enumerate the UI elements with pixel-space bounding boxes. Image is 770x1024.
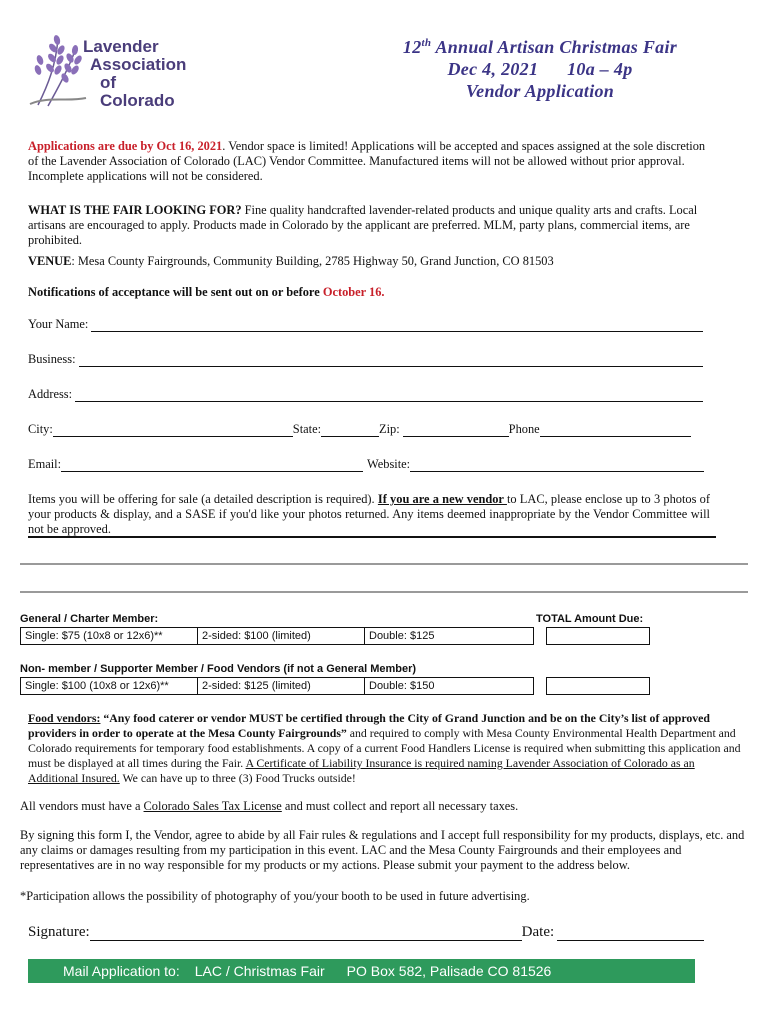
fair-date: Dec 4, 2021 10a – 4p xyxy=(447,59,633,79)
looking-for-paragraph: WHAT IS THE FAIR LOOKING FOR? Fine quality handcrafted lavender-related products and unique quality arts and crafts. Local artisans are encouraged to apply. Products made in Colorado by the applicant are preferred. MLM, party plans, commercial items, are prohibited. xyxy=(28,203,698,247)
mail-address: PO Box 582, Palisade CO 81526 xyxy=(346,963,552,979)
fair-title: 12th Annual Artisan Christmas Fair xyxy=(402,37,678,57)
agreement-paragraph: By signing this form I, the Vendor, agree to abide by all Fair rules & regulations and I accept full responsibility for my products, displays, etc. and any claims or damages resulting from my participation in this event. LAC and the Mesa County Fairgrounds and their employees and representatives are in no way responsible for my products or my actions. Please submit your payment to the address below. xyxy=(20,828,745,872)
email-line[interactable] xyxy=(61,459,363,472)
phone-line[interactable] xyxy=(540,424,691,437)
mail-recipient: LAC / Christmas Fair xyxy=(194,963,325,979)
nonmember-heading: Non- member / Supporter Member / Food Vendors (if not a General Member) xyxy=(20,663,417,675)
total-due-heading: TOTAL Amount Due: xyxy=(536,613,644,625)
business-line[interactable] xyxy=(79,354,703,367)
your-name-line[interactable] xyxy=(91,319,703,332)
general-total-box[interactable] xyxy=(547,628,650,645)
general-double-option[interactable]: Double: $125 xyxy=(365,628,534,645)
email-website-row: Email: Website: xyxy=(28,456,704,472)
business-field[interactable]: Business: xyxy=(28,351,703,367)
zip-line[interactable] xyxy=(403,424,509,437)
sales-tax-license-link[interactable]: Colorado Sales Tax License xyxy=(143,799,282,813)
intro-paragraph: Applications are due by Oct 16, 2021. Vendor space is limited! Applications will be accepted and spaces assigned at the sole discretion of the Lavender Association of Colorado (LAC) Vendor Committee. Manufactured items will not be allowed without prior approval. Incomplete applications will not be considered. xyxy=(28,139,706,183)
signature-row: Signature: Date: xyxy=(28,921,704,941)
logo-line-2: Association xyxy=(90,55,187,74)
address-line[interactable] xyxy=(75,389,703,402)
fair-subtitle: Vendor Application xyxy=(465,81,615,101)
logo-line-3: of Colorado xyxy=(100,73,175,110)
general-single-option[interactable]: Single: $75 (10x8 or 12x6)** xyxy=(21,628,198,645)
signature-line[interactable] xyxy=(90,926,522,941)
state-line[interactable] xyxy=(321,424,379,437)
notification-paragraph: Notifications of acceptance will be sent out on or before October 16. xyxy=(28,285,385,299)
nonmember-single-option[interactable]: Single: $100 (10x8 or 12x6)** xyxy=(21,678,198,695)
lavender-sprig-icon xyxy=(28,30,88,110)
nonmember-double-option[interactable]: Double: $150 xyxy=(365,678,534,695)
lac-logo xyxy=(28,30,188,112)
general-2sided-option[interactable]: 2-sided: $100 (limited) xyxy=(198,628,365,645)
website-line[interactable] xyxy=(410,459,704,472)
city-line[interactable] xyxy=(53,424,293,437)
nonmember-2sided-option[interactable]: 2-sided: $125 (limited) xyxy=(198,678,365,695)
nonmember-fee-row xyxy=(21,678,650,695)
logo-line-1: Lavender xyxy=(83,37,159,56)
general-fee-row xyxy=(21,628,650,645)
items-paragraph: Items you will be offering for sale (a detailed description is required). If you are a new vendor to LAC, please enclose up to 3 photos of your products & display, and a SASE if you'd like your photos returned. Any items deemed inappropriate by the Vendor Committee will not be approved. xyxy=(28,492,710,536)
mail-address-bar xyxy=(28,959,695,983)
tax-paragraph: All vendors must have a Colorado Sales Tax License and must collect and report all necessary taxes. xyxy=(20,799,519,813)
photo-note: *Participation allows the possibility of photography of you/your booth to be used in future advertising. xyxy=(20,889,530,903)
nonmember-fee-table xyxy=(20,677,650,695)
fair-title-block xyxy=(360,32,720,102)
gray-divider-2 xyxy=(20,591,748,593)
address-field[interactable]: Address: xyxy=(28,386,703,402)
items-divider xyxy=(28,536,716,538)
mail-label: Mail Application to: xyxy=(63,963,180,979)
your-name-field[interactable]: Your Name: xyxy=(28,316,703,332)
city-state-zip-phone-row: City: State: Zip: Phone xyxy=(28,421,691,437)
general-fee-table xyxy=(20,627,650,645)
date-line[interactable] xyxy=(557,926,704,941)
food-vendors-paragraph: Food vendors: “Any food caterer or vendor MUST be certified through the City of Grand Junction and be on the City’s list of approved providers in order to operate at the Mesa County Fairgrounds” and required to comply with Mesa County Environmental Health Department and Colorado requirements for temporary food establishments. A copy of a current Food Handlers License is required when submitting this application and must be displayed at all times during the Fair. A Certificate of Liability Insurance is required naming Lavender Association of Colorado as an Additional Insured. We can have up to three (3) Food Trucks outside! xyxy=(28,711,741,785)
nonmember-total-box[interactable] xyxy=(547,678,650,695)
venue-paragraph: VENUE: Mesa County Fairgrounds, Community Building, 2785 Highway 50, Grand Junction, CO 81503 xyxy=(28,254,554,268)
general-member-heading: General / Charter Member: xyxy=(20,613,159,625)
gray-divider-1 xyxy=(20,563,748,565)
